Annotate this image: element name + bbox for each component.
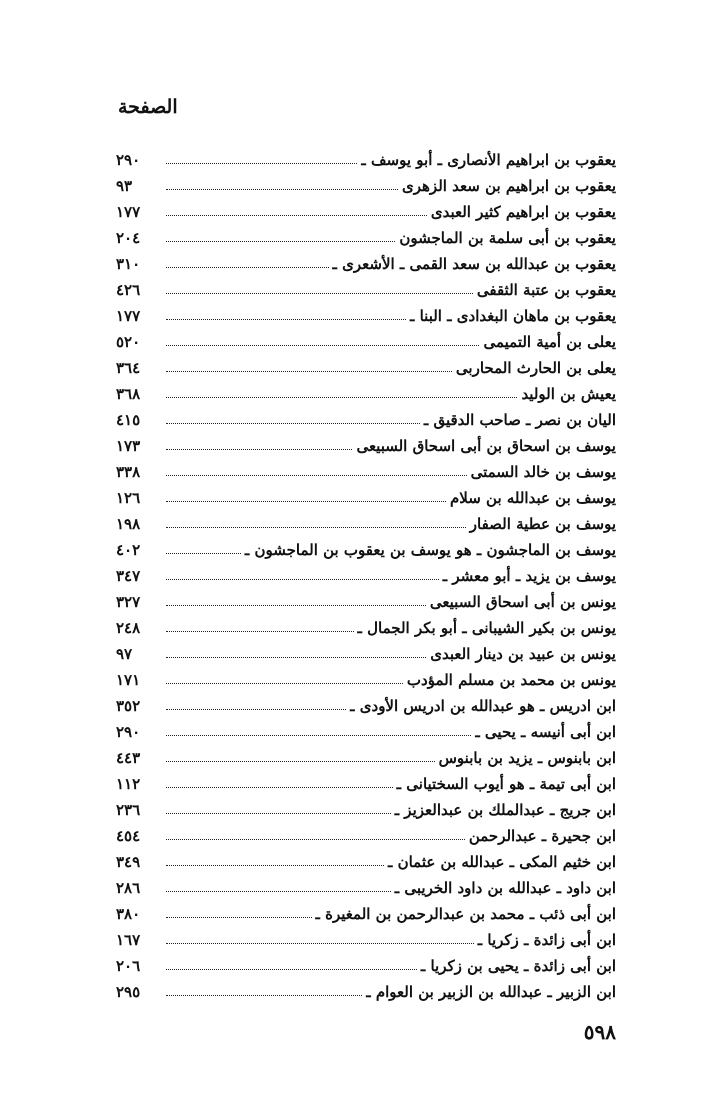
dot-leader <box>166 293 473 294</box>
entry-page-number: ٩٧ <box>116 645 133 663</box>
index-entry <box>116 325 616 351</box>
dot-leader <box>166 891 391 892</box>
dot-leader <box>166 631 354 632</box>
entry-name: يعقوب بن ابراهيم بن سعد الزهرى <box>402 177 616 195</box>
entry-name: يعلى بن أمية التميمى <box>483 333 616 351</box>
entry-name: يوسف بن يزيد ـ أبو معشر ـ <box>442 567 616 585</box>
entry-name: يونس بن بكير الشيبانى ـ أبو بكر الجمال ـ <box>357 619 616 637</box>
entry-name: ابن بابنوس ـ يزيد بن بابنوس <box>438 749 616 767</box>
index-entry <box>116 975 616 1001</box>
dot-leader <box>166 215 427 216</box>
entry-page-number: ٢٣٦ <box>116 801 141 819</box>
index-entry <box>116 741 616 767</box>
entry-name: يونس بن أبى اسحاق السبيعى <box>429 593 616 611</box>
dot-leader <box>166 995 362 996</box>
dot-leader <box>166 813 391 814</box>
index-entry <box>116 611 616 637</box>
dot-leader <box>166 423 420 424</box>
entry-page-number: ٣١٠ <box>116 255 141 273</box>
dot-leader <box>166 189 398 190</box>
index-entry <box>116 195 616 221</box>
dot-leader <box>166 917 312 918</box>
dot-leader <box>166 501 446 502</box>
dot-leader <box>166 475 467 476</box>
dot-leader <box>166 553 241 554</box>
dot-leader <box>166 683 403 684</box>
entry-name: يعلى بن الحارث المحاربى <box>455 359 616 377</box>
index-entry <box>116 273 616 299</box>
entry-name: يوسف بن خالد السمتى <box>470 463 616 481</box>
entry-page-number: ٤٥٤ <box>116 827 141 845</box>
dot-leader <box>166 657 426 658</box>
index-entry <box>116 455 616 481</box>
entry-page-number: ١٩٨ <box>116 515 141 533</box>
entry-page-number: ٥٢٠ <box>116 333 141 351</box>
entry-name: يعقوب بن ابراهيم كثير العبدى <box>430 203 616 221</box>
entry-page-number: ١٢٦ <box>116 489 141 507</box>
entry-page-number: ٤٤٣ <box>116 749 141 767</box>
entry-page-number: ١٧٧ <box>116 203 141 221</box>
index-entry <box>116 949 616 975</box>
index-entry <box>116 767 616 793</box>
entry-page-number: ١١٢ <box>116 775 141 793</box>
entry-page-number: ٣٢٧ <box>116 593 141 611</box>
dot-leader <box>166 527 466 528</box>
entry-name: ابن أبى زائدة ـ يحيى بن زكريا ـ <box>420 957 616 975</box>
entry-name: ابن أبى ذئب ـ محمد بن عبدالرحمن بن المغيرة ـ <box>315 905 616 923</box>
entry-page-number: ٢٤٨ <box>116 619 141 637</box>
entry-name: ابن جريج ـ عبدالملك بن عبدالعزيز ـ <box>394 801 616 819</box>
entry-name: يعقوب بن ماهان البغدادى ـ البنا ـ <box>409 307 616 325</box>
dot-leader <box>166 319 406 320</box>
index-entry <box>116 533 616 559</box>
entry-page-number: ٤٢٦ <box>116 281 141 299</box>
dot-leader <box>166 163 357 164</box>
index-entry <box>116 507 616 533</box>
dot-leader <box>166 865 384 866</box>
dot-leader <box>166 943 474 944</box>
index-list <box>116 143 616 1001</box>
entry-name: ابن داود ـ عبدالله بن داود الخريبى ـ <box>394 879 616 897</box>
entry-name: يعيش بن الوليد <box>521 385 616 403</box>
entry-name: يونس بن محمد بن مسلم المؤدب <box>406 671 616 689</box>
entry-page-number: ٣٤٧ <box>116 567 141 585</box>
entry-name: ابن جحيرة ـ عبدالرحمن <box>468 827 616 845</box>
dot-leader <box>166 761 435 762</box>
entry-name: ابن ادريس ـ هو عبدالله بن ادريس الأودى ـ <box>350 697 616 715</box>
dot-leader <box>166 371 452 372</box>
dot-leader <box>166 449 352 450</box>
entry-page-number: ٩٣ <box>116 177 133 195</box>
entry-page-number: ٣٨٠ <box>116 905 141 923</box>
entry-page-number: ١٧٣ <box>116 437 141 455</box>
entry-page-number: ٢٩٠ <box>116 151 141 169</box>
dot-leader <box>166 969 417 970</box>
entry-name: ابن الزبير ـ عبدالله بن الزبير بن العوام ـ <box>366 983 616 1001</box>
entry-name: يعقوب بن ابراهيم الأنصارى ـ أبو يوسف ـ <box>361 151 616 169</box>
entry-page-number: ٢٩٠ <box>116 723 141 741</box>
entry-page-number: ٣٥٢ <box>116 697 141 715</box>
entry-page-number: ٣٦٨ <box>116 385 141 403</box>
entry-name: ابن أبى أنيسه ـ يحيى ـ <box>475 723 616 741</box>
index-entry <box>116 559 616 585</box>
entry-page-number: ١٧٧ <box>116 307 141 325</box>
entry-page-number: ٣٤٩ <box>116 853 141 871</box>
entry-name: يونس بن عبيد بن دينار العبدى <box>430 645 616 663</box>
entry-name: ابن أبى زائدة ـ زكريا ـ <box>477 931 616 949</box>
index-entry <box>116 377 616 403</box>
entry-name: يوسف بن عطية الصفار <box>469 515 616 533</box>
entry-page-number: ٢٩٥ <box>116 983 141 1001</box>
index-entry <box>116 845 616 871</box>
entry-page-number: ٢٠٤ <box>116 229 141 247</box>
entry-page-number: ٤٠٢ <box>116 541 141 559</box>
index-entry <box>116 871 616 897</box>
entry-page-number: ٢٨٦ <box>116 879 141 897</box>
dot-leader <box>166 709 346 710</box>
index-entry <box>116 689 616 715</box>
dot-leader <box>166 345 479 346</box>
entry-name: يوسف بن اسحاق بن أبى اسحاق السبيعى <box>356 437 616 455</box>
index-entry <box>116 169 616 195</box>
entry-name: ابن خثيم المكى ـ عبدالله بن عثمان ـ <box>387 853 616 871</box>
index-entry <box>116 819 616 845</box>
entry-name: يوسف بن الماجشون ـ هو يوسف بن يعقوب بن الماجشون ـ <box>244 541 616 559</box>
dot-leader <box>166 735 471 736</box>
entry-page-number: ٢٠٦ <box>116 957 141 975</box>
entry-page-number: ٣٣٨ <box>116 463 141 481</box>
index-entry <box>116 403 616 429</box>
entry-page-number: ١٦٧ <box>116 931 141 949</box>
entry-name: يعقوب بن عتبة الثقفى <box>476 281 616 299</box>
entry-page-number: ١٧١ <box>116 671 141 689</box>
page-column-heading: الصفحة <box>118 96 178 118</box>
index-entry <box>116 923 616 949</box>
dot-leader <box>166 579 439 580</box>
index-entry <box>116 793 616 819</box>
index-entry <box>116 481 616 507</box>
index-entry <box>116 637 616 663</box>
dot-leader <box>166 839 465 840</box>
index-entry <box>116 585 616 611</box>
page-number: ٥٩٨ <box>583 1020 616 1044</box>
entry-page-number: ٤١٥ <box>116 411 141 429</box>
entry-name: ابن أبى تيمة ـ هو أيوب السختيانى ـ <box>396 775 616 793</box>
entry-name: اليان بن نصر ـ صاحب الدقيق ـ <box>423 411 616 429</box>
dot-leader <box>166 397 517 398</box>
entry-name: يعقوب بن عبدالله بن سعد القمى ـ الأشعرى ـ <box>332 255 616 273</box>
index-entry <box>116 351 616 377</box>
index-entry <box>116 299 616 325</box>
index-entry <box>116 221 616 247</box>
entry-name: يعقوب بن أبى سلمة بن الماجشون <box>399 229 616 247</box>
dot-leader <box>166 605 426 606</box>
dot-leader <box>166 787 393 788</box>
entry-page-number: ٣٦٤ <box>116 359 141 377</box>
index-entry <box>116 715 616 741</box>
index-entry <box>116 143 616 169</box>
index-entry <box>116 897 616 923</box>
dot-leader <box>166 267 329 268</box>
index-entry <box>116 247 616 273</box>
entry-name: يوسف بن عبدالله بن سلام <box>450 489 616 507</box>
dot-leader <box>166 241 395 242</box>
index-entry <box>116 663 616 689</box>
index-entry <box>116 429 616 455</box>
